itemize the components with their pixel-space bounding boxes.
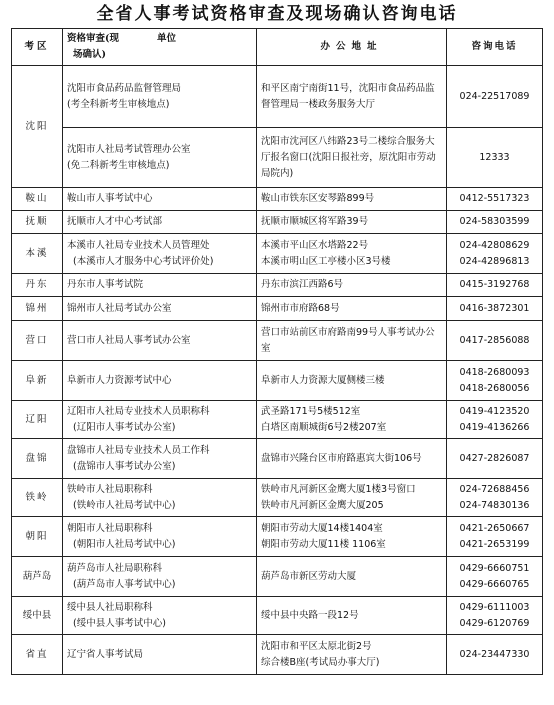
phone-cell [447,321,543,361]
phone-number: 0429-6660751 [459,562,530,574]
address-text: 沈阳市沈河区八纬路23号二楼综合服务大厅报名窗口(沈阳日报社旁，原沈阳市劳动局院内) [261,135,436,179]
address-text: 铁岭市凡河新区金鹰大厦205 [261,499,384,511]
unit-cell [63,66,257,128]
phone-number: 12333 [479,151,510,163]
phone-cell [447,635,543,675]
unit-cell [63,517,257,557]
unit-cell [63,128,257,188]
table-row [12,597,543,635]
unit-name: 阜新市人力资源考试中心 [67,374,172,386]
header-unit-line1: 资格审查(现 [67,33,119,44]
unit-name: 丹东市人事考试院 [67,279,144,290]
phone-number: 024-74830136 [459,499,530,511]
unit-name: 抚顺市人才中心考试部 [67,216,163,227]
address-cell [257,517,447,557]
region-cell: 营口 [12,321,63,361]
header-row [12,29,543,66]
unit-name: 绥中县人社局职称科 [67,601,153,613]
region-cell: 抚顺 [12,211,63,234]
address-cell [257,557,447,597]
address-text: 朝阳市劳动大厦11楼 1106室 [261,538,386,550]
address-cell [257,401,447,439]
unit-note: (盘锦市人事考试办公室) [73,460,176,472]
address-text: 本溪市平山区水塔路22号 [261,239,369,251]
phone-number: 024-42896813 [459,255,530,267]
address-text: 综合楼B座(考试局办事大厅) [261,656,380,668]
table-row [12,234,543,274]
region-cell: 沈阳 [12,66,63,188]
unit-note: (绥中县人事考试中心) [73,617,166,629]
phone-number: 0421-2653199 [459,538,530,550]
region-cell: 锦州 [12,297,63,321]
table-row [12,128,543,188]
phone-number: 0418-2680056 [459,382,530,394]
phone-number: 024-23447330 [459,648,530,660]
unit-cell [63,188,257,211]
phone-cell [447,211,543,234]
phone-number: 0412-5517323 [459,193,530,204]
address-text: 葫芦岛市新区劳动大厦 [261,570,357,582]
address-text: 铁岭市凡河新区金鹰大厦1楼3号窗口 [261,483,416,495]
unit-cell [63,557,257,597]
table-row [12,321,543,361]
table-row [12,557,543,597]
address-text: 阜新市人力资源大厦侧楼三楼 [261,374,385,386]
phone-cell [447,128,543,188]
phone-number: 024-72688456 [459,483,530,495]
address-text: 绥中县中央路一段12号 [261,609,359,621]
phone-number: 0417-2856088 [459,334,530,346]
region-cell: 盘锦 [12,439,63,479]
address-text: 营口市站前区市府路南99号人事考试办公室 [261,326,435,354]
header-unit-suffix: 单位 [157,33,177,44]
table-row [12,517,543,557]
page-title: 全省人事考试资格审查及现场确认咨询电话 [96,4,458,24]
table-row [12,361,543,401]
unit-cell [63,234,257,274]
unit-name: 辽阳市人社局专业技术人员职称科 [67,405,210,417]
phone-cell [447,597,543,635]
address-cell [257,597,447,635]
table-row [12,274,543,297]
table-row [12,479,543,517]
unit-name: 营口市人社局人事考试办公室 [67,334,191,346]
header-phone: 咨询电话 [447,29,543,66]
address-cell [257,274,447,297]
address-text: 本溪市明山区工亭楼小区3号楼 [261,255,391,267]
header-region: 考区 [12,29,63,66]
address-cell [257,188,447,211]
unit-cell [63,439,257,479]
phone-number: 0427-2826087 [459,452,530,464]
unit-cell [63,211,257,234]
phone-cell [447,557,543,597]
address-cell [257,439,447,479]
address-cell [257,66,447,128]
phone-number: 024-22517089 [459,90,530,102]
address-text: 白塔区南顺城街6号2楼207室 [261,421,387,433]
phone-number: 0419-4123520 [459,405,530,417]
table-row [12,188,543,211]
unit-name: 鞍山市人事考试中心 [67,193,153,204]
unit-name: 朝阳市人社局职称科 [67,522,153,534]
address-text: 朝阳市劳动大厦14楼1404室 [261,522,383,534]
unit-name: 沈阳市人社局考试管理办公室 [67,143,191,155]
header-address: 办公地址 [257,29,447,66]
phone-number: 0421-2650667 [459,522,530,534]
phone-number: 0415-3192768 [459,279,530,290]
unit-note: (朝阳市人社局考试中心) [73,538,176,550]
unit-cell [63,597,257,635]
address-cell [257,635,447,675]
address-cell [257,361,447,401]
table-row [12,297,543,321]
region-cell: 鞍山 [12,188,63,211]
region-cell: 阜新 [12,361,63,401]
unit-note: (葫芦岛市人事考试中心) [73,578,176,590]
phone-number: 0429-6660765 [459,578,530,590]
header-unit-line2: 场确认) [73,49,106,60]
table-row [12,211,543,234]
unit-cell [63,274,257,297]
address-cell [257,128,447,188]
unit-name: 葫芦岛市人社局职称科 [67,562,163,574]
table-row [12,439,543,479]
unit-cell [63,479,257,517]
unit-name: 辽宁省人事考试局 [67,648,144,660]
unit-note: (辽阳市人事考试办公室) [73,421,176,433]
address-cell [257,479,447,517]
phone-number: 0418-2680093 [459,366,530,378]
address-text: 武圣路171号5楼512室 [261,405,361,417]
region-cell: 本溪 [12,234,63,274]
region-cell: 绥中县 [12,597,63,635]
unit-cell [63,635,257,675]
phone-number: 0419-4136266 [459,421,530,433]
unit-cell [63,361,257,401]
unit-note: (考全科新考生审核地点) [67,98,170,110]
phone-cell [447,274,543,297]
unit-name: 锦州市人社局考试办公室 [67,302,172,314]
unit-name: 铁岭市人社局职称科 [67,483,153,495]
phone-cell [447,401,543,439]
region-cell: 省直 [12,635,63,675]
address-text: 锦州市市府路68号 [261,302,340,314]
address-cell [257,234,447,274]
unit-name: 本溪市人社局专业技术人员管理处 [67,239,210,251]
phone-cell [447,361,543,401]
phone-cell [447,234,543,274]
table-row [12,635,543,675]
phone-number: 0416-3872301 [459,302,530,314]
unit-name: 盘锦市人社局专业技术人员工作科 [67,444,210,456]
phone-cell [447,188,543,211]
unit-note: (铁岭市人社局考试中心) [73,499,176,511]
address-text: 和平区南宁南街11号，沈阳市食品药品监督管理局一楼政务服务大厅 [261,82,435,110]
address-text: 抚顺市顺城区将军路39号 [261,216,369,227]
table-row [12,401,543,439]
region-cell: 丹东 [12,274,63,297]
unit-cell [63,401,257,439]
unit-cell [63,321,257,361]
address-text: 沈阳市和平区太原北街2号 [261,640,372,652]
address-cell [257,321,447,361]
address-text: 丹东市滨江西路6号 [261,279,344,290]
region-cell: 朝阳 [12,517,63,557]
phone-number: 0429-6120769 [459,617,530,629]
region-cell: 葫芦岛 [12,557,63,597]
phone-cell [447,439,543,479]
unit-cell [63,297,257,321]
region-cell: 辽阳 [12,401,63,439]
phone-number: 024-58303599 [459,216,530,227]
unit-name: 沈阳市食品药品监督管理局 [67,82,182,94]
header-unit [63,29,257,66]
phone-cell [447,517,543,557]
address-cell [257,211,447,234]
unit-note: (本溪市人才服务中心考试评价处) [73,255,214,267]
phone-cell [447,66,543,128]
address-text: 盘锦市兴隆台区市府路惠宾大街106号 [261,452,422,464]
phone-cell [447,297,543,321]
phone-cell [447,479,543,517]
address-cell [257,297,447,321]
table-row [12,66,543,128]
address-text: 鞍山市铁东区安琴路899号 [261,193,375,204]
contact-table [11,28,543,675]
phone-number: 0429-6111003 [459,601,530,613]
phone-number: 024-42808629 [459,239,530,251]
unit-note: (免二科新考生审核地点) [67,159,170,171]
region-cell: 铁岭 [12,479,63,517]
